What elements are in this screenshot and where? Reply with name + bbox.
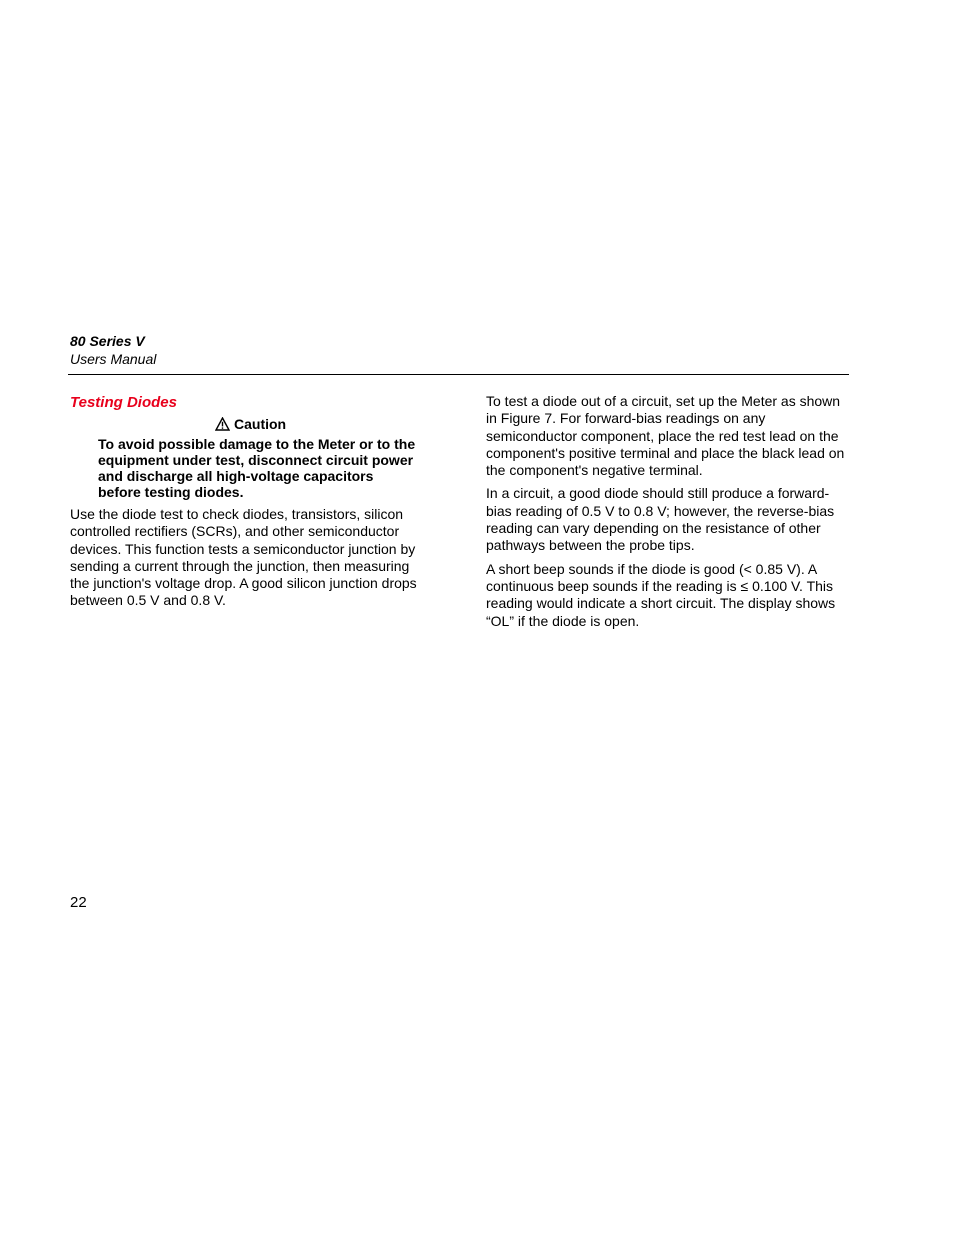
manual-title: Users Manual: [70, 351, 157, 367]
section-title: Testing Diodes: [70, 394, 177, 411]
left-column: [70, 393, 426, 616]
paragraph-out-of-circuit: To test a diode out of a circuit, set up the Meter as shown in Figure 7. For forward-bias readings on any semiconductor component, place the red test lead on the component's positive terminal and place the black lead on the component's negative terminal.: [486, 393, 845, 479]
paragraph-beep: A short beep sounds if the diode is good (< 0.85 V). A continuous beep sounds if the reading is ≤ 0.100 V. This reading would indicate a short circuit. The display shows “OL” if the diode is open.: [486, 560, 836, 629]
right-column: [486, 393, 851, 636]
intro-paragraph: Use the diode test to check diodes, transistors, silicon controlled rectifiers (SCRs), and other semiconductor devices. This function tests a semiconductor junction by sending a current through the junction, then measuring the junction's voltage drop. A good silicon junction drops between 0.5 V and 0.8 V.: [70, 506, 417, 609]
running-header: [70, 332, 849, 369]
series-title: 80 Series V: [70, 333, 145, 349]
header-rule: [68, 374, 849, 375]
paragraph-in-circuit: In a circuit, a good diode should still produce a forward-bias reading of 0.5 V to 0.8 V; however, the reverse-bias reading can vary depending on the resistance of other pathways between the probe tips.: [486, 485, 835, 554]
caution-label: Caution: [234, 416, 287, 432]
warning-triangle-icon: [215, 417, 230, 431]
page-number: 22: [70, 894, 87, 911]
caution-text: To avoid possible damage to the Meter or to the equipment under test, disconnect circuit power and discharge all high-voltage capacitors before testing diodes.: [98, 436, 416, 500]
caution-heading: [215, 415, 426, 433]
